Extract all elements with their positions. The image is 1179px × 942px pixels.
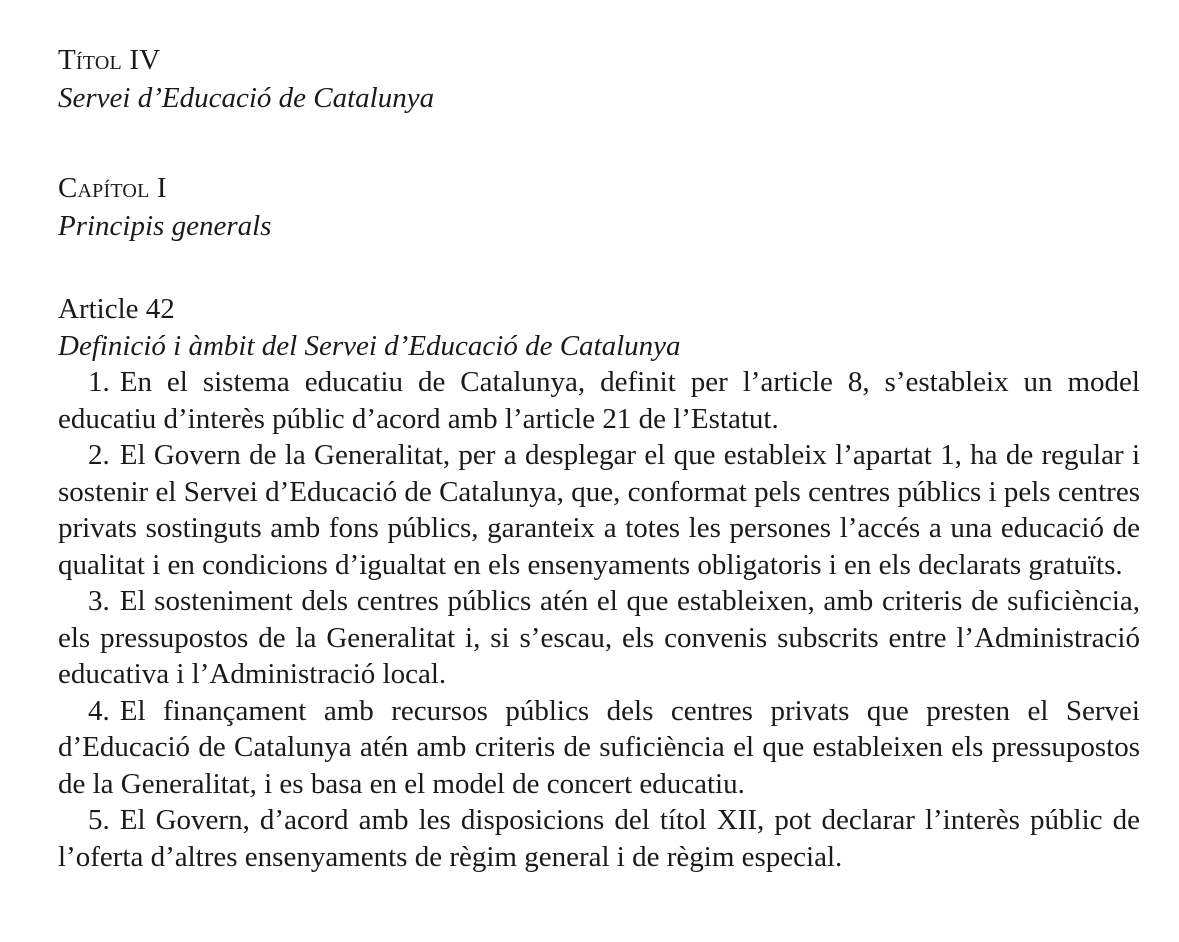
article-section xyxy=(58,290,1140,875)
capitol-title: Principis generals xyxy=(58,210,272,242)
article-paragraph-2 xyxy=(58,437,1140,583)
article-paragraph-1 xyxy=(58,364,1140,437)
titol-title: Servei d’Educació de Catalunya xyxy=(58,82,435,114)
paragraph-text: En el sistema educatiu de Catalunya, definit per l’article 8, s’estableix un model educatiu d’interès públic d’acord amb l’article 21 de l’Estatut. xyxy=(58,366,1140,435)
paragraph-number: 5. xyxy=(88,804,110,836)
document-page xyxy=(58,40,1140,875)
paragraph-number: 4. xyxy=(88,694,110,727)
capitol-label: Capítol I xyxy=(58,172,167,204)
paragraph-number: 1. xyxy=(88,366,110,398)
paragraph-text: El sosteniment dels centres públics atén el que estableixen, amb criteris de suficiència, els pressupostos de la Generalitat i, si s’escau, els convenis subscrits entre l’Administració educativa i l’Administració local. xyxy=(58,585,1140,690)
paragraph-number: 3. xyxy=(88,585,110,617)
paragraph-text: El Govern de la Generalitat, per a desplegar el que estableix l’apartat 1, ha de regular i sostenir el Servei d’Educació de Catalunya, que, conformat pels centres públics i pels centres privats sostinguts amb fons públics, garanteix a totes les persones l’accés a una educació de qualitat i en condicions d’igualtat en els ensenyaments obligatoris i en els declarats gratuïts. xyxy=(58,439,1140,581)
paragraph-text: El Govern, d’acord amb les disposicions del títol XII, pot declarar l’interès públic de l’oferta d’altres ensenyaments de règim general i de règim especial. xyxy=(58,804,1140,873)
titol-heading xyxy=(58,40,1140,116)
article-paragraph-5 xyxy=(58,802,1140,875)
paragraph-text: El finançament amb recursos públics dels centres privats que presten el Servei d’Educació de Catalunya atén amb criteris de suficiència el que estableixen els pressupostos de la Generalitat, i es basa en el model de concert educatiu. xyxy=(58,694,1140,800)
capitol-heading xyxy=(58,168,1140,244)
article-paragraph-3 xyxy=(58,583,1140,693)
article-paragraph-4 xyxy=(58,693,1140,803)
article-title: Definició i àmbit del Servei d’Educació de Catalunya xyxy=(58,330,681,362)
titol-label: Títol IV xyxy=(58,44,161,76)
article-number: Article 42 xyxy=(58,293,175,325)
paragraph-number: 2. xyxy=(88,439,110,471)
